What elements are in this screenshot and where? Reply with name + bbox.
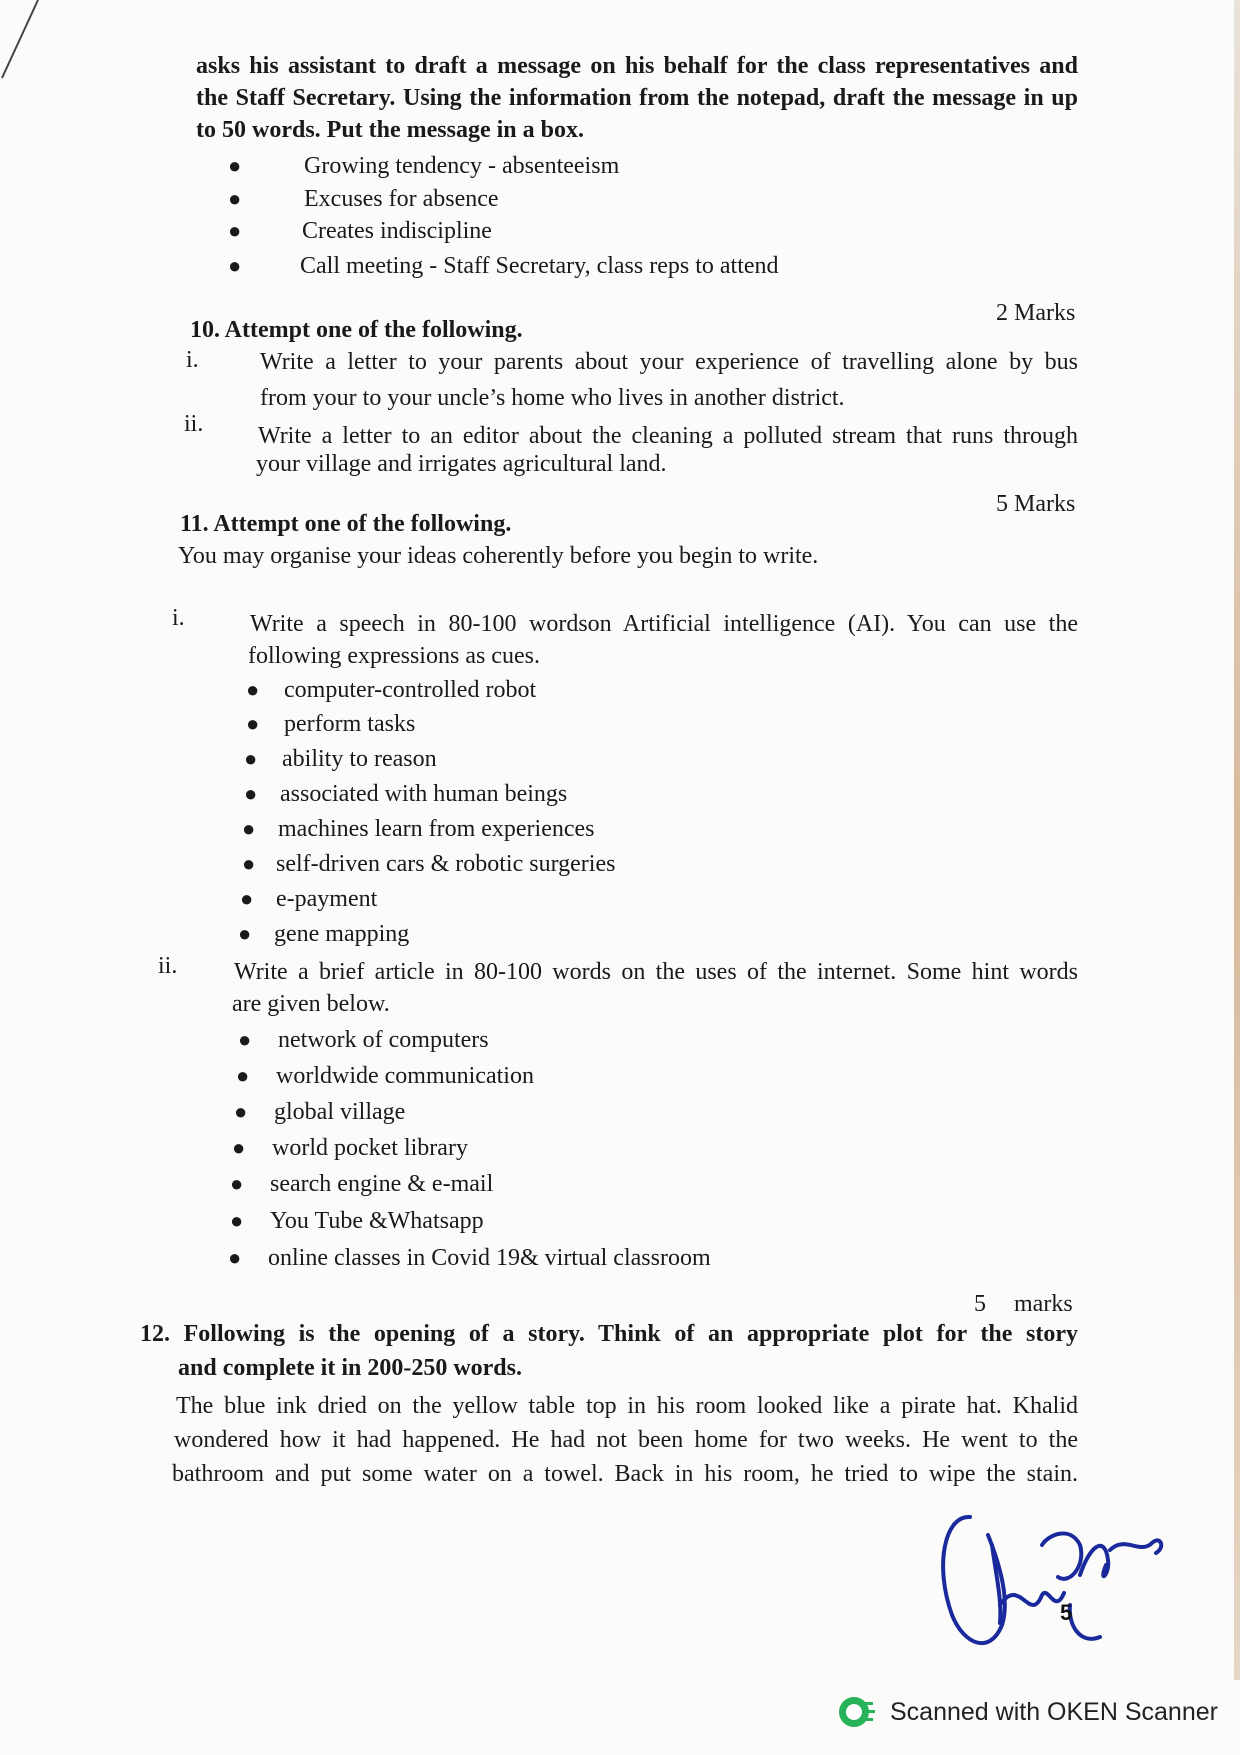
bullet-dot: ● xyxy=(228,186,242,211)
bullet-dot: ● xyxy=(246,677,260,702)
q10-heading: 10. Attempt one of the following. xyxy=(190,317,523,343)
ai-cue-item: ability to reason xyxy=(282,746,437,772)
bullet-dot: ● xyxy=(228,1245,242,1270)
q10-option-1-number: i. xyxy=(186,347,199,373)
notepad-point: Creates indiscipline xyxy=(302,218,492,244)
ai-cue-item: associated with human beings xyxy=(280,781,568,807)
q11-option-1-line-2: following expressions as cues. xyxy=(248,643,540,669)
q12-marks-word: marks xyxy=(1014,1291,1073,1317)
bullet-dot: ● xyxy=(228,218,242,243)
q11-option-1-number: i. xyxy=(172,605,185,631)
intro-line-3: to 50 words. Put the message in a box. xyxy=(196,117,584,143)
ai-cue-item: gene mapping xyxy=(274,921,410,947)
notepad-point: Excuses for absence xyxy=(304,186,499,212)
internet-hint-item: world pocket library xyxy=(272,1135,468,1161)
ai-cue-item: perform tasks xyxy=(284,711,416,737)
internet-hint-item: online classes in Covid 19& virtual classroom xyxy=(268,1245,711,1271)
q10-option-2-line-2: your village and irrigates agricultural land. xyxy=(256,451,667,477)
q11-option-2-line-1: Write a brief article in 80-100 words on the uses of the internet. Some hint words xyxy=(234,959,1078,985)
bullet-dot: ● xyxy=(242,816,256,841)
internet-hint-item: You Tube &Whatsapp xyxy=(270,1208,484,1234)
internet-hint-item: global village xyxy=(274,1099,406,1125)
q10-option-1-line-1: Write a letter to your parents about your experience of travelling alone by bus xyxy=(260,349,1078,375)
story-line-3: bathroom and put some water on a towel. Back in his room, he tried to wipe the stain. xyxy=(172,1461,1078,1487)
q11-marks: 5 Marks xyxy=(996,491,1076,517)
q10-option-1-line-2: from your to your uncle’s home who lives in another district. xyxy=(260,385,845,411)
ai-cue-item: computer-controlled robot xyxy=(284,677,537,703)
q10-marks: 2 Marks xyxy=(996,300,1076,326)
bullet-dot: ● xyxy=(238,1027,252,1052)
oken-scanner-logo-icon xyxy=(836,1692,876,1732)
q11-option-2-line-2: are given below. xyxy=(232,991,390,1017)
bullet-dot: ● xyxy=(234,1099,248,1124)
bullet-dot: ● xyxy=(238,921,252,946)
ai-cue-item: machines learn from experiences xyxy=(278,816,595,842)
q11-option-2-number: ii. xyxy=(158,953,178,979)
q11-option-1-line-1: Write a speech in 80-100 wordson Artificial intelligence (AI). You can use the xyxy=(250,611,1078,637)
q11-heading: 11. Attempt one of the following. xyxy=(180,511,512,537)
ai-cue-item: e-payment xyxy=(276,886,378,912)
scan-edge-shadow xyxy=(1234,0,1240,1680)
bullet-dot: ● xyxy=(246,711,260,736)
bullet-dot: ● xyxy=(242,851,256,876)
notepad-point: Growing tendency - absenteeism xyxy=(304,153,620,179)
intro-line-1: asks his assistant to draft a message on his behalf for the class representatives and xyxy=(196,53,1078,79)
bullet-dot: ● xyxy=(230,1208,244,1233)
handwritten-signature xyxy=(930,1505,1180,1655)
q11-instruction: You may organise your ideas coherently before you begin to write. xyxy=(178,543,819,569)
q12-heading-line-2: and complete it in 200-250 words. xyxy=(178,1355,522,1381)
bullet-dot: ● xyxy=(240,886,254,911)
story-line-2: wondered how it had happened. He had not been home for two weeks. He went to the xyxy=(174,1427,1078,1453)
internet-hint-item: search engine & e-mail xyxy=(270,1171,494,1197)
scanner-watermark-text: Scanned with OKEN Scanner xyxy=(890,1697,1218,1726)
bullet-dot: ● xyxy=(232,1135,246,1160)
q12-marks-number: 5 xyxy=(974,1291,986,1317)
ai-cue-item: self-driven cars & robotic surgeries xyxy=(276,851,616,877)
bullet-dot: ● xyxy=(230,1171,244,1196)
q10-option-2-number: ii. xyxy=(184,411,204,437)
bullet-dot: ● xyxy=(236,1063,250,1088)
bullet-dot: ● xyxy=(244,746,258,771)
intro-line-2: the Staff Secretary. Using the information from the notepad, draft the message in up xyxy=(196,85,1078,111)
internet-hint-item: network of computers xyxy=(278,1027,489,1053)
bullet-dot: ● xyxy=(228,253,242,278)
bullet-dot: ● xyxy=(228,153,242,178)
internet-hint-item: worldwide communication xyxy=(276,1063,534,1089)
bullet-dot: ● xyxy=(244,781,258,806)
scanner-watermark xyxy=(836,1690,1226,1734)
story-line-1: The blue ink dried on the yellow table top in his room looked like a pirate hat. Khalid xyxy=(176,1393,1078,1419)
scan-corner-mark xyxy=(0,0,60,80)
q12-heading-line-1: 12. Following is the opening of a story. Think of an appropriate plot for the story xyxy=(140,1321,1078,1347)
q10-option-2-line-1: Write a letter to an editor about the cleaning a polluted stream that runs through xyxy=(258,423,1078,449)
notepad-point: Call meeting - Staff Secretary, class reps to attend xyxy=(300,253,779,279)
page-number: 5 xyxy=(1060,1600,1073,1625)
